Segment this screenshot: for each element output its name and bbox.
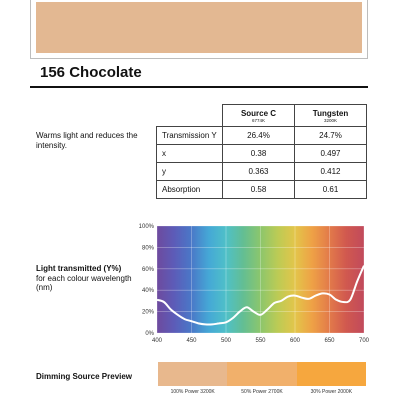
x-tick-label: 500 (220, 338, 232, 344)
title-divider (30, 86, 368, 88)
spec-col-name: Tungsten (312, 108, 349, 118)
spec-header-row (157, 105, 367, 127)
spec-cell: 0.58 (223, 181, 295, 199)
spec-header-blank (157, 105, 223, 127)
y-tick-label: 60% (141, 266, 154, 273)
dimming-cell-100 (158, 362, 227, 386)
spec-cell: 0.363 (223, 163, 295, 181)
dimming-cell-50 (227, 362, 296, 386)
product-description: Warms light and reduces the intensity. (36, 131, 138, 150)
spec-col-sub: 3200K (323, 117, 337, 123)
spec-row-y (157, 163, 367, 181)
color-swatch (36, 2, 362, 53)
spec-col-sub: 6774K (251, 117, 265, 123)
dimming-label: 50% Power 2700K (241, 389, 283, 395)
dimming-title: Dimming Source Preview (36, 372, 133, 381)
spec-col-name: Source C (240, 108, 277, 118)
spec-cell: 0.61 (295, 181, 367, 199)
light-transmitted-title: Light transmitted (Y%) (36, 264, 122, 273)
x-tick-label: 650 (324, 338, 335, 344)
spec-row-x (157, 145, 367, 163)
spec-table (156, 104, 367, 199)
x-tick-label: 600 (289, 338, 301, 344)
dimming-labels (158, 389, 366, 395)
y-tick-label: 100% (138, 224, 154, 230)
spec-cell: 26.4% (223, 127, 295, 145)
spec-row-label: Absorption (157, 181, 223, 199)
product-title: 156 Chocolate (40, 64, 142, 81)
spec-row-label: y (157, 163, 223, 181)
y-tick-label: 20% (141, 309, 154, 316)
spec-row-absorption (157, 181, 367, 199)
spec-cell: 24.7% (295, 127, 367, 145)
x-tick-label: 700 (358, 338, 370, 344)
dimming-label: 30% Power 2000K (310, 389, 353, 395)
spec-col-source-c (223, 105, 295, 127)
spec-cell: 0.412 (295, 163, 367, 181)
color-swatch-frame (30, 0, 368, 59)
dimming-cell-30 (297, 362, 366, 386)
spec-cell: 0.497 (295, 145, 367, 163)
spec-row-label: Transmission Y (157, 127, 223, 145)
spec-col-tungsten (295, 105, 367, 127)
light-transmitted-caption: for each colour wavelength (nm) (36, 273, 132, 292)
spec-row-transmission (157, 127, 367, 145)
dimming-strip (158, 362, 366, 386)
x-tick-label: 550 (255, 338, 266, 344)
y-tick-label: 80% (141, 245, 154, 252)
x-tick-label: 450 (186, 338, 197, 344)
dimming-label: 100% Power 3200K (170, 389, 215, 395)
spec-row-label: x (157, 145, 223, 163)
y-tick-label: 0% (145, 331, 154, 337)
y-tick-label: 40% (141, 288, 154, 295)
x-tick-label: 400 (151, 338, 163, 344)
transmission-chart (130, 218, 370, 350)
spec-cell: 0.38 (223, 145, 295, 163)
